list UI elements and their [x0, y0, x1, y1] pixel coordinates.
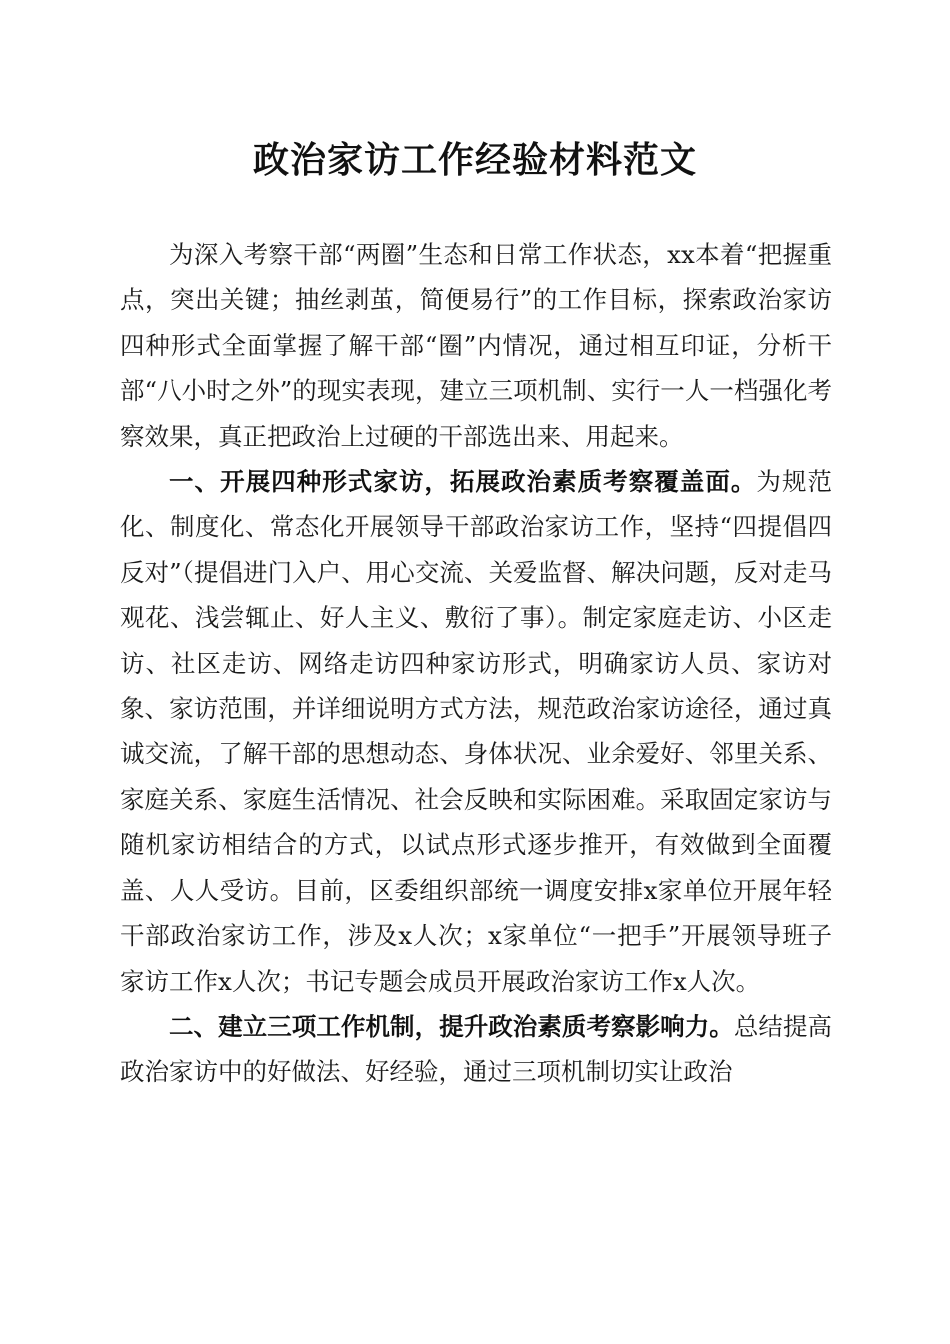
section-heading: 二、建立三项工作机制，提升政治素质考察影响力。	[169, 1011, 734, 1041]
section-heading: 一、开展四种形式家访，拓展政治素质考察覆盖面。	[169, 467, 757, 497]
document-title: 政治家访工作经验材料范文	[252, 139, 697, 181]
paragraph-text: 为规范化、制度化、常态化开展领导干部政治家访工作，坚持“四提倡四反对”（提倡进门入户、用心交流、关爱监督、解决问题，反对走马观花、浅尝辄止、好人主义、敷衍了事）。制定家庭走访、小区走访、社区走访、网络走访四种家访形式，明确家访人员、家访对象、家访范围，并详细说明方式方法，规范政治家访途径，通过真诚交流，了解干部的思想动态、身体状况、业余爱好、邻里关系、家庭关系、家庭生活情况、社会反映和实际困难。采取固定家访与随机家访相结合的方式，以试点形式逐步推开，有效做到全面覆盖、人人受访。目前，区委组织部统一调度安排x家单位开展年轻干部政治家访工作，涉及x人次；x家单位“一把手”开展领导班子家访工作x人次；书记专题会成员开展政治家访工作x人次。	[120, 467, 833, 996]
paragraph-section-2	[120, 1004, 832, 1095]
paragraph-text: 为深入考察干部“两圈”生态和日常工作状态，xx本着“把握重点，突出关键；抽丝剥茧，简便易行”的工作目标，探索政治家访四种形式全面掌握了解干部“圈”内情况，通过相互印证，分析干部“八小时之外”的现实表现，建立三项机制、实行一人一档强化考察效果，真正把政治上过硬的干部选出来、用起来。	[120, 240, 832, 451]
document-body	[120, 232, 832, 1095]
paragraph-text: 总结提高政治家访中的好做法、好经验，通过三项机制切实让政治	[120, 1011, 833, 1087]
paragraph-intro	[120, 232, 832, 459]
paragraph-section-1	[120, 459, 832, 1004]
